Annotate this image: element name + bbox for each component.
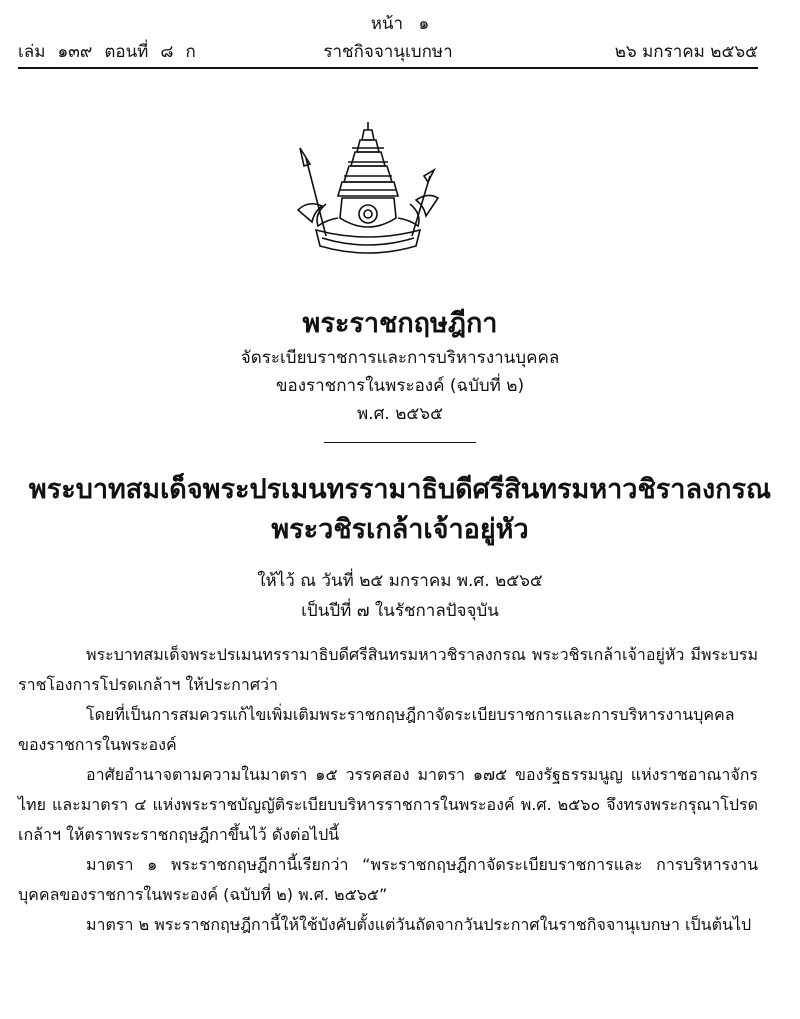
decree-year: พ.ศ. ๒๕๖๕ <box>357 404 443 424</box>
section-label: ตอนที่ <box>104 42 149 62</box>
issue-date: ๒๖ มกราคม ๒๕๖๕ <box>614 42 758 62</box>
decree-body <box>18 640 758 940</box>
section-number: ๘ <box>160 42 174 62</box>
page-label: หน้า <box>370 14 404 34</box>
gazette-header <box>18 38 758 66</box>
body-paragraph: มาตรา ๒ พระราชกฤษฎีกานี้ให้ใช้บังคับตั้งแต่วันถัดจากวันประกาศในราชกิจจานุเบกษา เป็นต้นไป <box>86 915 752 934</box>
given-date-block <box>0 566 800 626</box>
body-paragraph: พระบาทสมเด็จพระปรเมนทรรามาธิบดีศรีสินทรมหาวชิราลงกรณ พระวชิรเกล้าเจ้าอยู่หัว มีพระบรมราชโองการโปรดเกล้าฯ ให้ประกาศว่า <box>18 645 758 694</box>
decree-subtitle-2: ของราชการในพระองค์ (ฉบับที่ ๒) <box>275 376 525 396</box>
decree-subtitle-1: จัดระเบียบราชการและการบริหารงานบุคคล <box>240 348 560 368</box>
section-suffix: ก <box>185 42 196 62</box>
king-name-line-1: พระบาทสมเด็จพระปรเมนทรรามาธิบดีศรีสินทรมหาวชิราลงกรณ <box>28 474 772 505</box>
gazette-name: ราชกิจจานุเบกษา <box>323 42 453 62</box>
page-number-line <box>0 10 800 37</box>
royal-emblem-icon <box>288 118 448 268</box>
page-number: ๑ <box>418 14 430 34</box>
body-paragraph: อาศัยอำนาจตามความในมาตรา ๑๕ วรรคสอง มาตรา ๑๗๕ ของรัฐธรรมนูญ แห่งราชอาณาจักรไทย และมาตรา ๔ แห่งพระราชบัญญัติระเบียบบริหารราชการในพระองค์ พ.ศ. ๒๕๖๐ จึงทรงพระกรุณาโปรดเกล้าฯ ให้ตราพระราชกฤษฎีกาขึ้นไว้ ดังต่อไปนี้ <box>18 765 758 844</box>
volume-number: ๑๓๙ <box>57 42 93 62</box>
given-date: ให้ไว้ ณ วันที่ ๒๕ มกราคม พ.ศ. ๒๕๖๕ <box>257 571 543 591</box>
volume-label: เล่ม <box>18 42 46 62</box>
decree-title: พระราชกฤษฎีกา <box>302 308 498 339</box>
king-name-block <box>0 470 800 550</box>
body-paragraph: โดยที่เป็นการสมควรแก้ไขเพิ่มเติมพระราชกฤษฎีกาจัดระเบียบราชการและการบริหารงานบุคคล ของราชการในพระองค์ <box>18 705 735 754</box>
title-divider <box>324 442 476 443</box>
body-paragraph: มาตรา ๑ พระราชกฤษฎีกานี้เรียกว่า “พระราชกฤษฎีกาจัดระเบียบราชการและ การบริหารงานบุคคลของราชการในพระองค์ (ฉบับที่ ๒) พ.ศ. ๒๕๖๕” <box>18 855 758 904</box>
reign-year: เป็นปีที่ ๗ ในรัชกาลปัจจุบัน <box>301 601 499 621</box>
decree-title-block <box>0 304 800 443</box>
header-divider <box>18 67 758 69</box>
king-name-line-2: พระวชิรเกล้าเจ้าอยู่หัว <box>271 514 529 545</box>
